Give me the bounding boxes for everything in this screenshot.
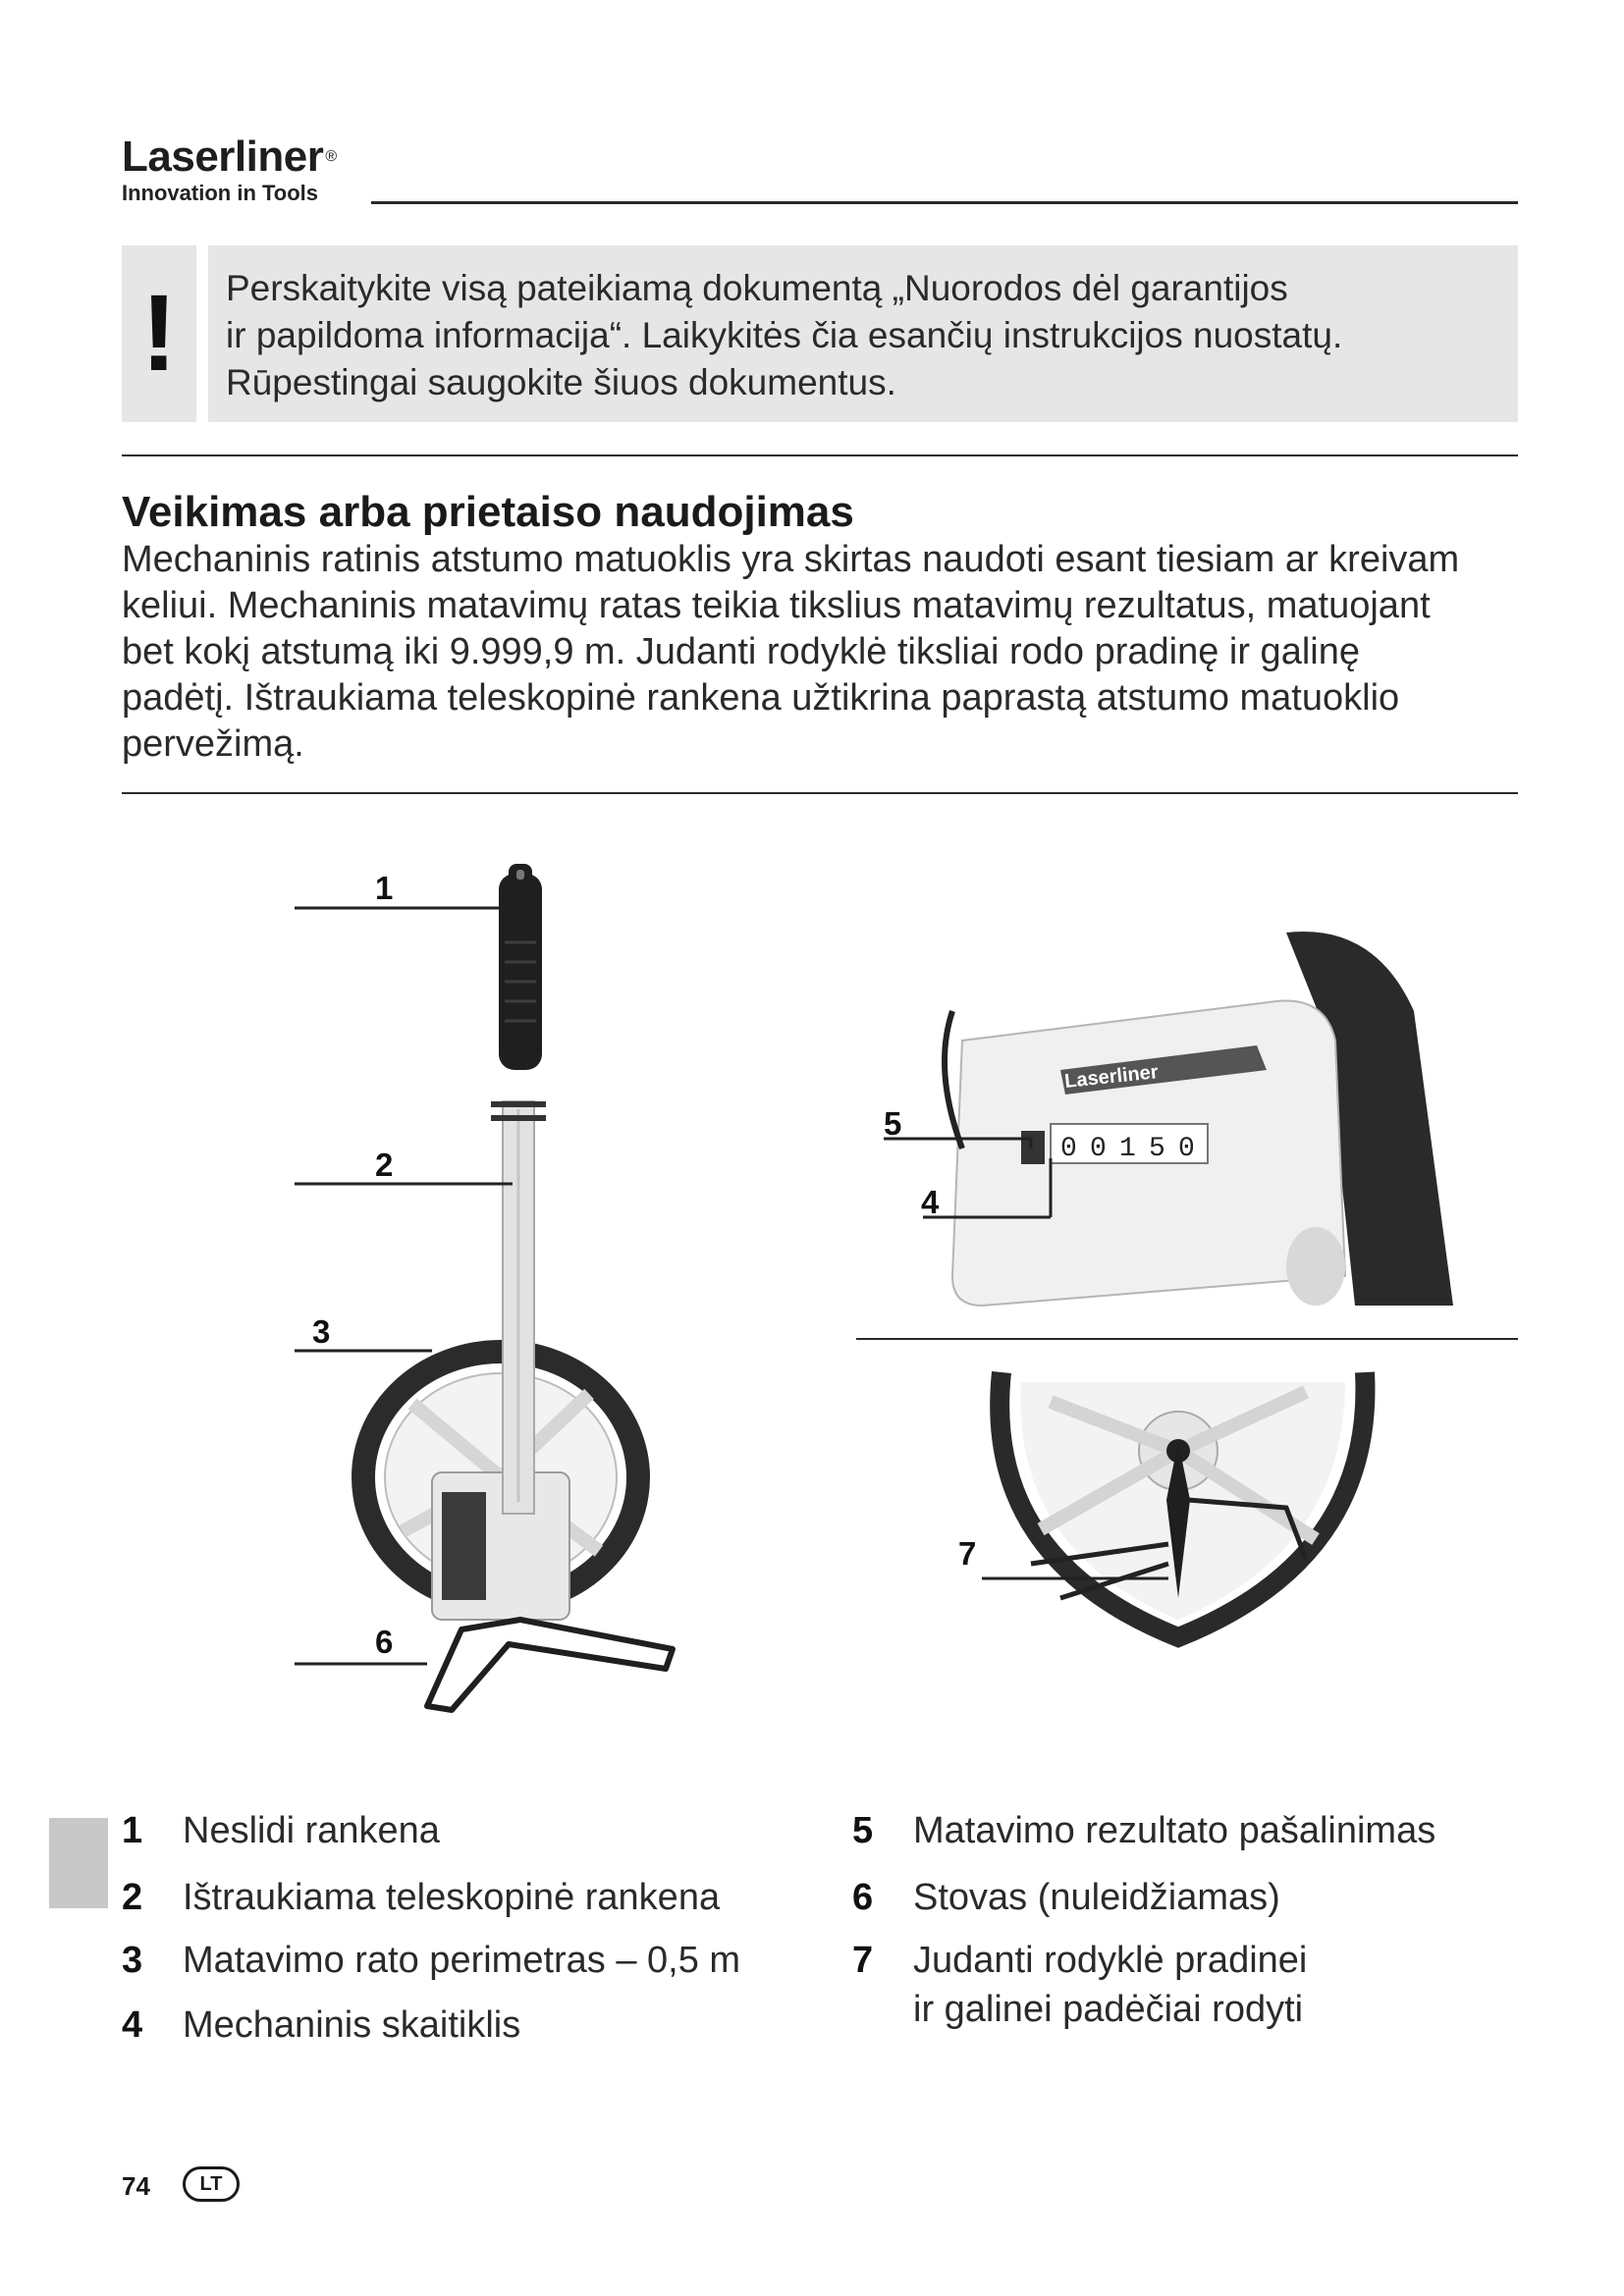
figure-divider (856, 1338, 1518, 1340)
legend-number: 5 (852, 1810, 874, 1851)
header-rule (371, 201, 1518, 204)
counter-digit: 0 (1178, 1134, 1195, 1164)
pointer-detail-illustration (982, 1362, 1394, 1657)
legend-text: Matavimo rato perimetras – 0,5 m (183, 1940, 741, 1981)
body-line: Mechaninis ratinis atstumo matuoklis yra skirtas naudoti esant tiesiam ar kreivam (122, 539, 1460, 580)
brand-tagline: Innovation in Tools (122, 181, 319, 205)
body-line: pervežimą. (122, 723, 304, 765)
section-divider (122, 792, 1518, 794)
body-line: padėtį. Ištraukiama teleskopinė rankena užtikrina paprastą atstumo matuoklio (122, 677, 1400, 719)
registered-mark: ® (325, 148, 337, 165)
callout-2: 2 (375, 1147, 394, 1183)
warning-line: ir papildoma informacija“. Laikykitės čia esančių instrukcijos nuostatų. (226, 315, 1343, 355)
section-tab (49, 1818, 108, 1908)
counter-digit: 0 (1060, 1134, 1077, 1164)
language-badge: LT (183, 2166, 240, 2202)
legend-item (852, 1808, 1435, 1853)
callout-7: 7 (958, 1535, 977, 1572)
legend-text: Neslidi rankena (183, 1810, 440, 1851)
callout-1: 1 (375, 870, 394, 906)
legend-number: 6 (852, 1877, 874, 1918)
exclamation-icon: ! (140, 273, 178, 394)
callout-6: 6 (375, 1624, 394, 1660)
section-divider (122, 454, 1518, 456)
page-number: 74 (122, 2171, 150, 2201)
counter-detail-illustration (864, 913, 1453, 1315)
callout-3: 3 (312, 1313, 331, 1350)
legend-text: Stovas (nuleidžiamas) (913, 1877, 1280, 1918)
body-line: bet kokį atstumą iki 9.999,9 m. Judanti rodyklė tiksliai rodo pradinę ir galinę (122, 631, 1360, 672)
warning-line: Rūpestingai saugokite šiuos dokumentus. (226, 362, 896, 402)
callout-5: 5 (884, 1105, 902, 1142)
device-logo: Laserliner (1063, 1061, 1160, 1093)
brand-name: Laserliner (122, 133, 324, 181)
legend-item (122, 1808, 440, 1853)
callout-4: 4 (921, 1184, 940, 1220)
body-line: keliui. Mechaninis matavimų ratas teikia tikslius matavimų rezultatus, matuojant (122, 585, 1431, 626)
legend-number: 7 (852, 1940, 874, 1981)
legend-number: 2 (122, 1877, 143, 1918)
counter-digit: 5 (1149, 1134, 1165, 1164)
counter-digit: 1 (1119, 1134, 1136, 1164)
section-body (122, 537, 1526, 768)
brand-logo (122, 135, 337, 179)
legend-text-continuation: ir galinei padėčiai rodyti (913, 1989, 1304, 2030)
legend-text: Matavimo rezultato pašalinimas (913, 1810, 1436, 1851)
counter-digit: 0 (1090, 1134, 1107, 1164)
legend-item (852, 1875, 1280, 1920)
section-title: Veikimas arba prietaiso naudojimas (122, 488, 854, 536)
warning-line: Perskaitykite visą pateikiamą dokumentą „Nuorodos dėl garantijos (226, 268, 1288, 308)
legend-number: 3 (122, 1940, 143, 1981)
warning-text (226, 265, 1502, 406)
legend-item (122, 2002, 520, 2048)
legend-number: 4 (122, 2004, 143, 2046)
handle-grip (499, 874, 542, 1070)
legend-number: 1 (122, 1810, 143, 1851)
measuring-wheel-illustration (295, 844, 766, 1747)
legend-text: Mechaninis skaitiklis (183, 2004, 521, 2046)
legend-text: Judanti rodyklė pradinei (913, 1940, 1308, 1981)
legend-item (122, 1875, 720, 1920)
stand (427, 1620, 673, 1710)
legend-item (122, 1938, 740, 1983)
legend-item (852, 1938, 1307, 1983)
legend-text: Ištraukiama teleskopinė rankena (183, 1877, 721, 1918)
